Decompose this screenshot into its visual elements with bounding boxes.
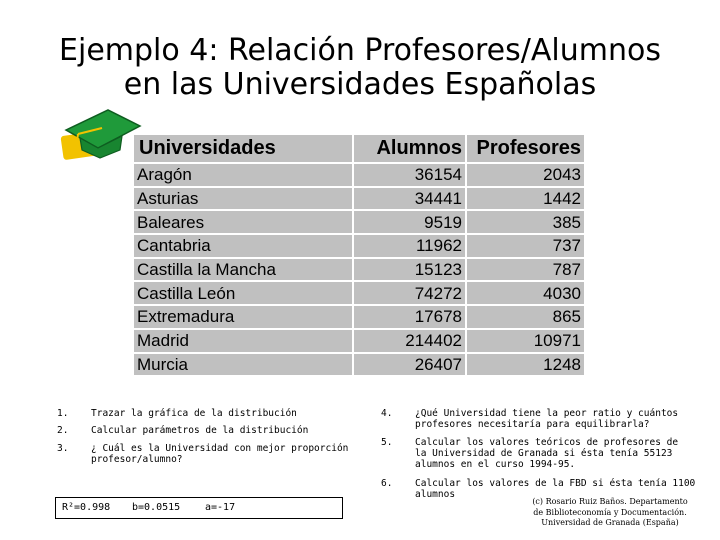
- university-name: Extremadura: [133, 305, 353, 329]
- credit-line-2: de Biblioteconomía y Documentación.: [533, 507, 687, 517]
- question-number: 2.: [57, 425, 69, 436]
- university-name: Cantabria: [133, 234, 353, 258]
- question-text: Calcular los valores de la FBD si ésta tenía 1100 alumnos: [415, 478, 696, 500]
- questions-right: [381, 408, 701, 500]
- university-name: Asturias: [133, 187, 353, 211]
- alumnos-value: 74272: [353, 281, 466, 305]
- table-row: [133, 187, 585, 211]
- question-number: 1.: [57, 408, 69, 419]
- alumnos-value: 15123: [353, 258, 466, 282]
- profesores-value: 865: [466, 305, 585, 329]
- question-text: Calcular los valores teóricos de profesores de la Universidad de Granada si ésta tenía 55123 alumnos en el curso 1994-95.: [415, 437, 679, 470]
- university-name: Murcia: [133, 353, 353, 377]
- university-name: Castilla León: [133, 281, 353, 305]
- question-number: 4.: [381, 408, 393, 419]
- profesores-value: 385: [466, 210, 585, 234]
- table-row: [133, 163, 585, 187]
- question-text: Calcular parámetros de la distribución: [91, 425, 309, 436]
- profesores-value: 787: [466, 258, 585, 282]
- table-row: [133, 281, 585, 305]
- table-row: [133, 353, 585, 377]
- header-alumnos: Alumnos: [353, 134, 466, 163]
- question-text: ¿Qué Universidad tiene la peor ratio y cuántos profesores necesitaría para equilibrarla?: [415, 408, 679, 430]
- alumnos-value: 11962: [353, 234, 466, 258]
- university-name: Baleares: [133, 210, 353, 234]
- question-number: 3.: [57, 443, 69, 454]
- results-box: [55, 497, 343, 519]
- credit-line-1: (c) Rosario Ruiz Baños. Departamento: [532, 497, 688, 506]
- credit-note: [520, 497, 700, 529]
- table-row: [133, 210, 585, 234]
- a-value: a=-17: [205, 502, 236, 513]
- alumnos-value: 36154: [353, 163, 466, 187]
- alumnos-value: 9519: [353, 210, 466, 234]
- table-header-row: [133, 134, 585, 163]
- questions-left: [57, 408, 357, 488]
- university-name: Castilla la Mancha: [133, 258, 353, 282]
- profesores-value: 1442: [466, 187, 585, 211]
- alumnos-value: 34441: [353, 187, 466, 211]
- header-profesores: Profesores: [466, 134, 585, 163]
- title-line-1: Ejemplo 4: Relación Profesores/Alumnos: [59, 33, 661, 68]
- question-text: Trazar la gráfica de la distribución: [91, 408, 297, 419]
- question-number: 6.: [381, 478, 393, 489]
- question-number: 5.: [381, 437, 393, 448]
- table-row: [133, 329, 585, 353]
- title-line-2: en las Universidades Españolas: [123, 67, 597, 102]
- b-value: b=0.0515: [132, 502, 181, 513]
- question-text: ¿ Cuál es la Universidad con mejor proporción profesor/alumno?: [91, 443, 349, 465]
- table-row: [133, 258, 585, 282]
- profesores-value: 4030: [466, 281, 585, 305]
- university-name: Aragón: [133, 163, 353, 187]
- university-name: Madrid: [133, 329, 353, 353]
- header-universidades: Universidades: [133, 134, 353, 163]
- alumnos-value: 214402: [353, 329, 466, 353]
- profesores-value: 1248: [466, 353, 585, 377]
- alumnos-value: 17678: [353, 305, 466, 329]
- slide-title: [0, 34, 720, 102]
- profesores-value: 2043: [466, 163, 585, 187]
- universities-table: [132, 133, 586, 377]
- profesores-value: 737: [466, 234, 585, 258]
- r-squared-value: R²=0.998: [62, 502, 111, 513]
- table-row: [133, 234, 585, 258]
- credit-line-3: Universidad de Granada (España): [541, 518, 679, 527]
- profesores-value: 10971: [466, 329, 585, 353]
- table-row: [133, 305, 585, 329]
- alumnos-value: 26407: [353, 353, 466, 377]
